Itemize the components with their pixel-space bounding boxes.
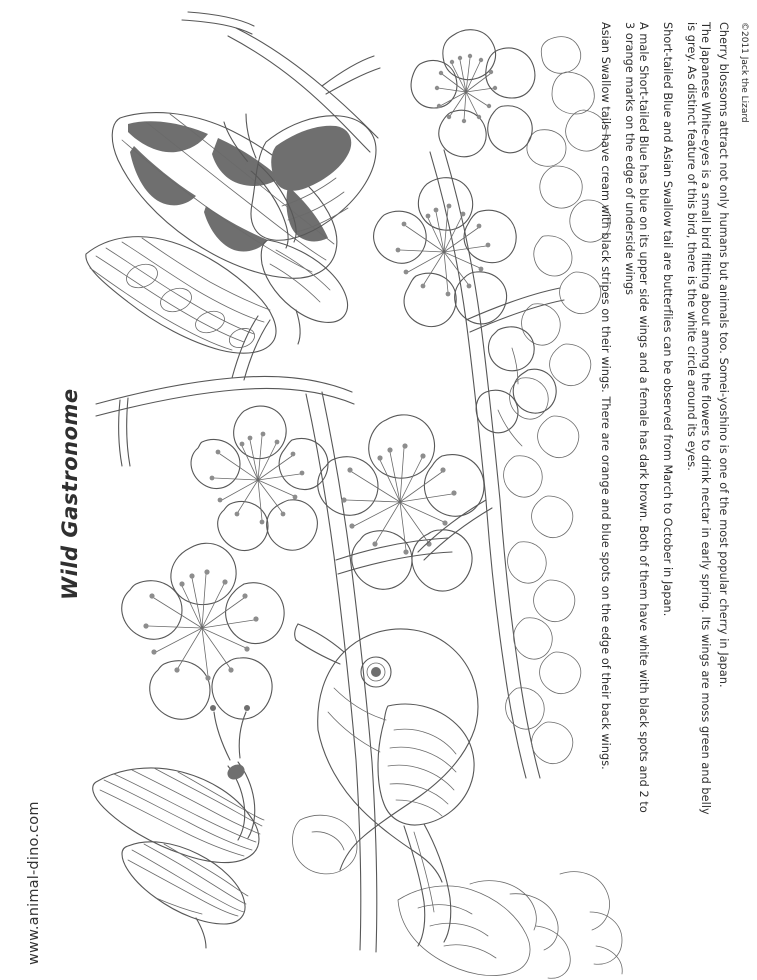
foliage-bottom: [398, 872, 622, 979]
cherry-blossom-left-mid: [191, 406, 328, 550]
foliage-right: [504, 37, 611, 764]
caption-line-5: A male Short-tailed Blue has blue on its upper side wings and a female has dark brown. Both of them have white with black spots and 2 to: [637, 22, 650, 813]
page-title: Wild Gastronome: [58, 388, 82, 600]
website-url: www.animal-dino.com: [26, 801, 42, 965]
twigs: [119, 398, 492, 560]
cherry-blossom-top: [411, 30, 535, 157]
japanese-white-eye-bird: [295, 624, 478, 946]
caption-line-7: Asian Swallow tails have cream with black stripes on their wings. There are orange and blue spots on the edge of their back wings.: [599, 22, 612, 770]
cherry-blossom-lower-left: [122, 543, 284, 719]
caption-line-6: 3 orange marks on the edge of underside wings: [623, 22, 636, 296]
swallowtail-butterfly: [86, 113, 376, 354]
caption-line-2: The Japanese White-eyes is a small bird flitting about among the flowers to drink nectar in early spring. Its wings are moss green and belly: [699, 22, 712, 815]
short-tailed-blue-butterfly: [93, 705, 264, 948]
copyright-notice: ©2011 Jack the Lizard: [739, 22, 749, 123]
caption-line-3: is grey. As distinct feature of this bird, there is the white circle around its eyes.: [685, 22, 698, 471]
cherry-blossom-upper-mid: [374, 178, 517, 327]
caption-line-1: Cherry blossoms attract not only humans but animals too. Somei-yoshino is one of the most popular cherry in Japan.: [717, 22, 730, 688]
foliage-mid: [293, 815, 358, 874]
caption-line-4: Short-tailed Blue and Asian Swallow tail are butterflies can be observed from March to October in Japan.: [661, 22, 674, 617]
caption-block: [599, 22, 754, 962]
